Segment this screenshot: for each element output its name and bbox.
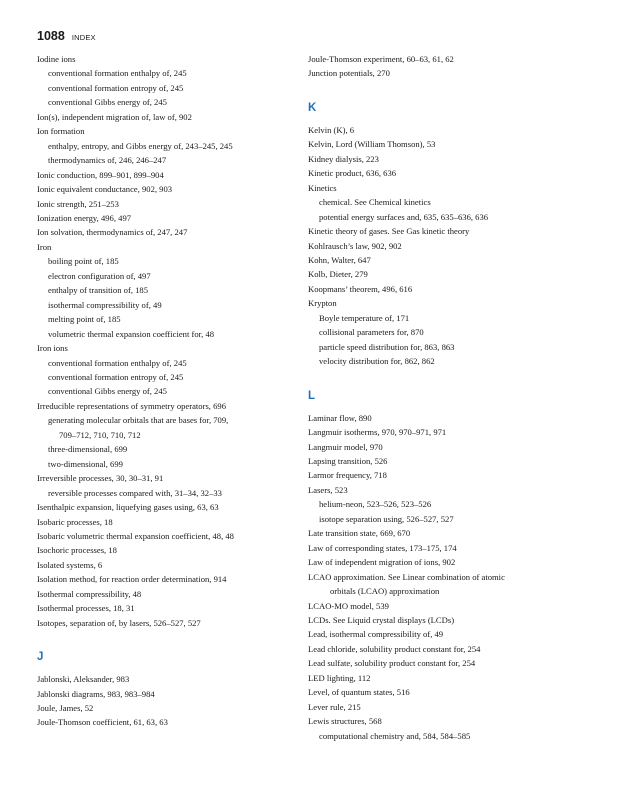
index-subentry: orbitals (LCAO) approximation [330, 586, 440, 597]
index-subentry: enthalpy, entropy, and Gibbs energy of, 243–245, 245 [48, 140, 233, 151]
index-subentry: Boyle temperature of, 171 [319, 312, 410, 323]
index-entry: Junction potentials, 270 [308, 68, 390, 79]
index-entry: Kinetics [308, 182, 337, 193]
index-subentry: enthalpy of transition of, 185 [48, 285, 149, 296]
index-subentry: volumetric thermal expansion coefficient for, 48 [48, 328, 215, 339]
section-letter-heading: J [37, 651, 44, 664]
index-subentry: 709–712, 710, 710, 712 [59, 429, 141, 440]
index-entry: Isothermal compressibility, 48 [37, 588, 142, 599]
index-subentry: two-dimensional, 699 [48, 458, 123, 469]
section-letter-heading: K [308, 101, 317, 114]
index-entry: Kohn, Walter, 647 [308, 254, 371, 265]
section-letter-heading: L [308, 389, 316, 402]
index-entry: Kelvin, Lord (William Thomson), 53 [308, 139, 436, 150]
index-subentry: helium-neon, 523–526, 523–526 [319, 499, 432, 510]
page-number: 1088 [37, 29, 65, 43]
index-entry: Irreversible processes, 30, 30–31, 91 [37, 473, 164, 484]
index-entry: Iron [37, 241, 52, 252]
index-entry: Krypton [308, 298, 337, 309]
index-entry: Isolation method, for reaction order determination, 914 [37, 574, 227, 585]
index-entry: Kolb, Dieter, 279 [308, 269, 368, 280]
index-subentry: collisional parameters for, 870 [319, 327, 424, 338]
index-subentry: conventional formation entropy of, 245 [48, 371, 184, 382]
index-entry: Kinetic product, 636, 636 [308, 168, 397, 179]
index-entry: Late transition state, 669, 670 [308, 528, 411, 539]
index-entry: Ionic strength, 251–253 [37, 198, 119, 209]
index-entry: Lead chloride, solubility product constant for, 254 [308, 643, 481, 654]
index-subentry: conventional Gibbs energy of, 245 [48, 386, 167, 397]
index-entry: Lewis structures, 568 [308, 716, 382, 727]
index-entry: Lever rule, 215 [308, 701, 361, 712]
index-entry: Kidney dialysis, 223 [308, 153, 379, 164]
index-entry: Ionic equivalent conductance, 902, 903 [37, 184, 173, 195]
index-entry: Langmuir isotherms, 970, 970–971, 971 [308, 427, 447, 438]
index-entry: Isobaric processes, 18 [37, 516, 113, 527]
index-entry: Isolated systems, 6 [37, 559, 103, 570]
index-subentry: conventional formation enthalpy of, 245 [48, 357, 187, 368]
index-subentry: conventional Gibbs energy of, 245 [48, 97, 167, 108]
index-entry: Irreducible representations of symmetry operators, 696 [37, 400, 226, 411]
index-entry: Koopmans’ theorem, 496, 616 [308, 283, 413, 294]
index-subentry: reversible processes compared with, 31–34, 32–33 [48, 487, 222, 498]
index-entry: Ion(s), independent migration of, law of, 902 [37, 111, 192, 122]
index-entry: Kelvin (K), 6 [308, 124, 355, 135]
index-entry: Larmor frequency, 718 [308, 470, 387, 481]
index-entry: Jablonski, Aleksander, 983 [37, 674, 130, 685]
index-entry: Ion formation [37, 126, 85, 137]
index-subentry: isotope separation using, 526–527, 527 [319, 513, 454, 524]
index-subentry: melting point of, 185 [48, 314, 121, 325]
index-entry: Ionic conduction, 899–901, 899–904 [37, 169, 164, 180]
index-entry: Joule-Thomson coefficient, 61, 63, 63 [37, 717, 168, 728]
index-entry: Lead sulfate, solubility product constant for, 254 [308, 658, 476, 669]
index-subentry: three-dimensional, 699 [48, 444, 128, 455]
index-column-left [37, 52, 299, 730]
index-entry: Jablonski diagrams, 983, 983–984 [37, 688, 155, 699]
index-entry: Isenthalpic expansion, liquefying gases using, 63, 63 [37, 502, 219, 513]
index-subentry: boiling point of, 185 [48, 256, 119, 267]
index-entry: LCAO-MO model, 539 [308, 600, 389, 611]
index-entry: Ion solvation, thermodynamics of, 247, 247 [37, 227, 188, 238]
index-entry: Isotopes, separation of, by lasers, 526–527, 527 [37, 617, 201, 628]
index-entry: Level, of quantum states, 516 [308, 687, 410, 698]
index-entry: Iodine ions [37, 54, 76, 64]
index-entry: Lasers, 523 [308, 484, 348, 495]
index-subentry: conventional formation entropy of, 245 [48, 82, 184, 93]
index-subentry: thermodynamics of, 246, 246–247 [48, 155, 167, 166]
index-entry: Law of corresponding states, 173–175, 174 [308, 542, 457, 553]
index-subentry: conventional formation enthalpy of, 245 [48, 68, 187, 79]
index-entry: Joule-Thomson experiment, 60–63, 61, 62 [308, 54, 454, 64]
index-entry: LCAO approximation. See Linear combination of atomic [308, 571, 505, 582]
index-subentry: potential energy surfaces and, 635, 635–636, 636 [319, 211, 489, 222]
index-entry: Isothermal processes, 18, 31 [37, 603, 135, 614]
index-subentry: isothermal compressibility of, 49 [48, 299, 162, 310]
index-entry: LCDs. See Liquid crystal displays (LCDs) [308, 614, 455, 625]
index-entry: Langmuir model, 970 [308, 441, 383, 452]
index-entry: Isobaric volumetric thermal expansion coefficient, 48, 48 [37, 530, 234, 541]
index-subentry: velocity distribution for, 862, 862 [319, 356, 435, 367]
index-entry: Joule, James, 52 [37, 703, 94, 714]
index-subentry: chemical. See Chemical kinetics [319, 197, 431, 208]
index-entry: Kinetic theory of gases. See Gas kinetic theory [308, 226, 470, 237]
index-column-right [308, 52, 570, 743]
section-label: INDEX [71, 33, 96, 42]
index-subentry: computational chemistry and, 584, 584–585 [319, 730, 471, 741]
index-entry: Kohlrausch’s law, 902, 902 [308, 240, 402, 251]
index-subentry: particle speed distribution for, 863, 863 [319, 341, 455, 352]
index-entry: LED lighting, 112 [308, 672, 371, 683]
index-entry: Lead, isothermal compressibility of, 49 [308, 629, 444, 640]
index-entry: Law of independent migration of ions, 902 [308, 557, 456, 568]
index-subentry: generating molecular orbitals that are bases for, 709, [48, 415, 229, 426]
index-subentry: electron configuration of, 497 [48, 270, 151, 281]
index-entry: Iron ions [37, 343, 68, 354]
index-entry: Lapsing transition, 526 [308, 455, 388, 466]
index-entry: Isochoric processes, 18 [37, 545, 117, 556]
index-entry: Laminar flow, 890 [308, 412, 372, 423]
page-header [37, 27, 96, 43]
index-entry: Ionization energy, 496, 497 [37, 212, 132, 223]
